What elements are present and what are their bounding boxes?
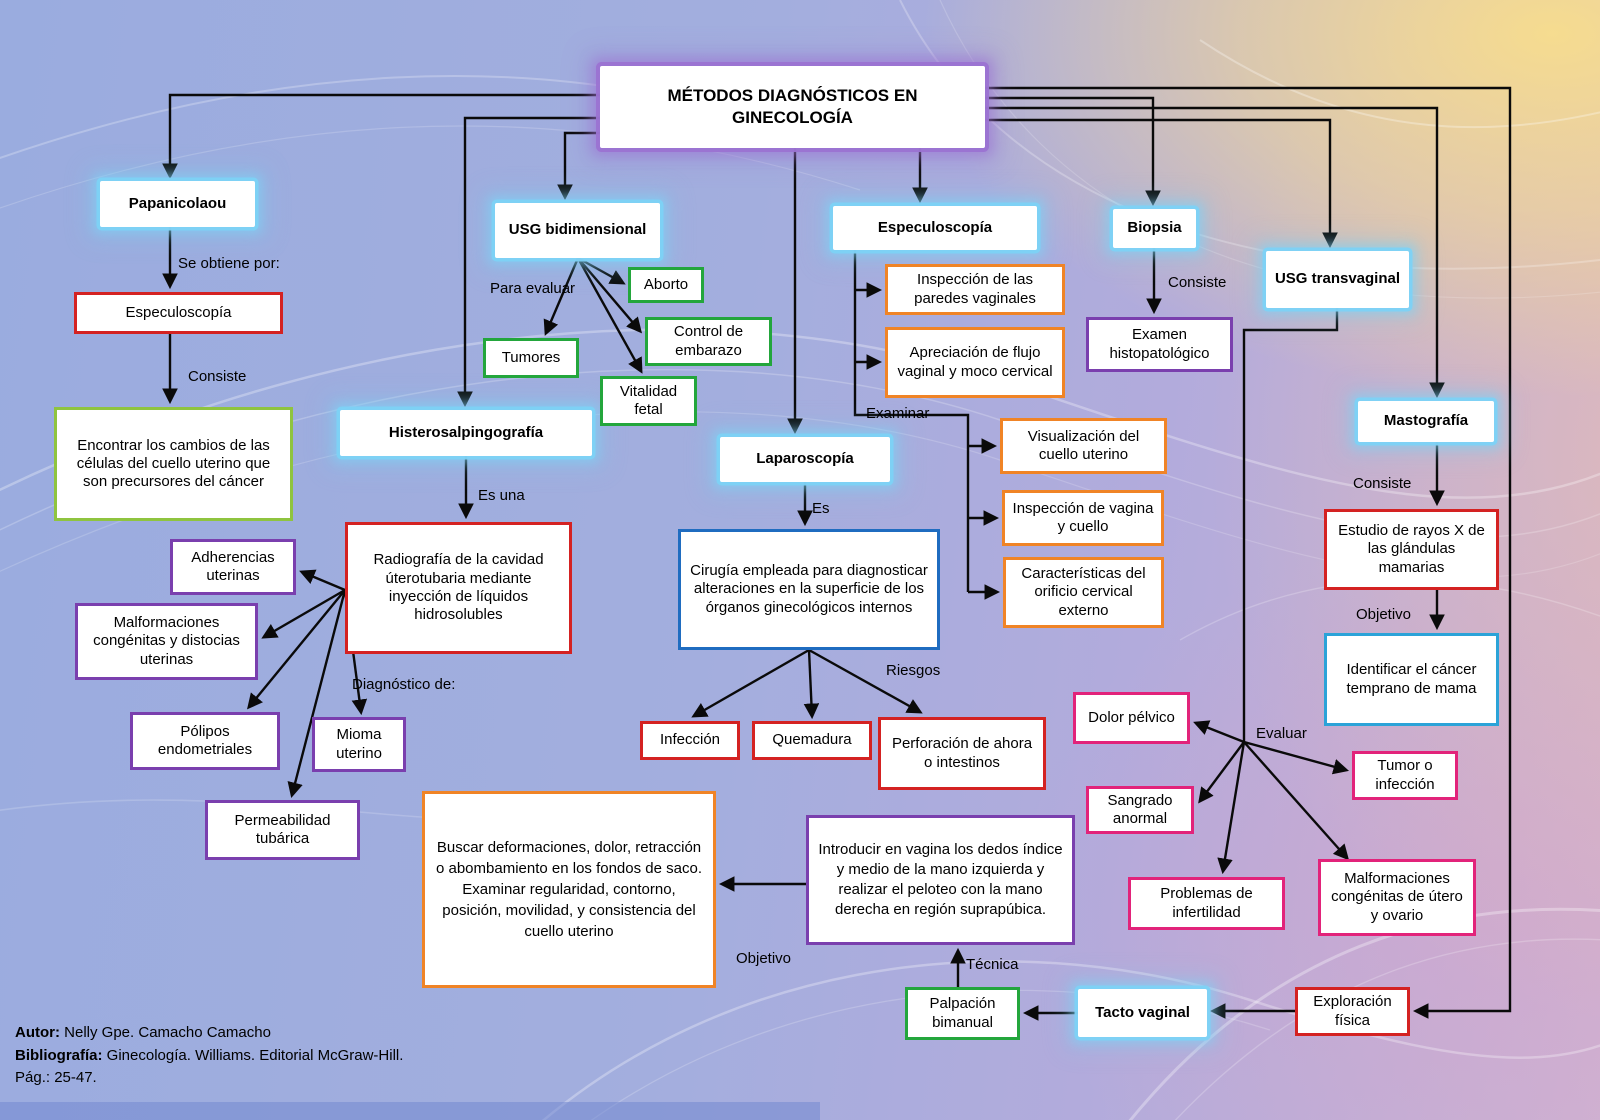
footer-bibliography-value: Ginecología. Williams. Editorial McGraw-Hill. (102, 1046, 404, 1064)
node-biopsia: Biopsia (1113, 209, 1196, 248)
node-aborto: Aborto (628, 267, 704, 303)
node-infeccion: Infección (640, 721, 740, 760)
node-encontrar-cambios: Encontrar los cambios de las células del cuello uterino que son precursores del cáncer (54, 407, 293, 521)
edge-label-es-una: Es una (478, 487, 525, 504)
arrow-to-problemas-infertilidad (1223, 742, 1244, 871)
node-malformaciones-utero-ovario: Malformaciones congénitas de útero y ovario (1318, 859, 1476, 936)
node-permeabilidad-tubarica: Permeabilidad tubárica (205, 800, 360, 860)
edge-label-se-obtiene-por: Se obtiene por: (178, 255, 280, 272)
node-sangrado-anormal: Sangrado anormal (1086, 786, 1194, 834)
node-mastografia: Mastografía (1358, 401, 1494, 442)
arrow-title-to-papanicolaou (170, 95, 600, 176)
edge-label-es: Es (812, 500, 830, 517)
footer-author-value: Nelly Gpe. Camacho Camacho (60, 1024, 271, 1041)
arrow-cirugia-to-perforacion (809, 650, 920, 712)
arrow-to-tumor-infeccion (1244, 742, 1346, 770)
arrow-to-malformaciones-utero (1244, 742, 1347, 858)
node-especuloscopia-main: Especuloscopía (833, 206, 1037, 250)
edge-label-evaluar: Evaluar (1256, 725, 1307, 742)
node-polipos-endometriales: Pólipos endometriales (130, 712, 280, 770)
edge-label-objetivo-tacto: Objetivo (736, 950, 792, 967)
edge-label-consiste-biopsia: Consiste (1168, 274, 1227, 291)
node-problemas-infertilidad: Problemas de infertilidad (1128, 877, 1285, 930)
edge-label-diagnostico-de: Diagnóstico de: (352, 676, 456, 693)
node-cirugia-empleada: Cirugía empleada para diagnosticar alteraciones en la superficie de los órganos ginecológicos internos (678, 529, 940, 650)
node-introducir-vagina: Introducir en vagina los dedos índice y medio de la mano izquierda y realizar el peloteo con la mano derecha en región suprapúbica. (806, 815, 1075, 945)
node-examen-histopatologico: Examen histopatológico (1086, 317, 1233, 372)
node-control-embarazo: Control de embarazo (645, 317, 772, 366)
node-tumores: Tumores (483, 338, 579, 378)
node-apreciacion-flujo: Apreciación de flujo vaginal y moco cervical (885, 327, 1065, 398)
node-laparoscopia: Laparoscopía (720, 437, 890, 482)
node-exploracion-fisica: Exploración física (1295, 987, 1410, 1036)
node-papanicolaou: Papanicolaou (100, 181, 255, 227)
node-buscar-deformaciones: Buscar deformaciones, dolor, retracción o abombamiento en los fondos de saco. Examinar regularidad, contorno, posición, movilidad, y consistencia del cuello uterino (422, 791, 716, 988)
arrow-cirugia-to-infeccion (694, 650, 809, 716)
node-adherencias-uterinas: Adherencias uterinas (170, 539, 296, 595)
footer-bibliography-label: Bibliografía: (15, 1046, 103, 1064)
node-caracteristicas-orificio: Características del orificio cervical externo (1003, 557, 1164, 628)
node-histerosalpingografia: Histerosalpingografía (340, 410, 592, 456)
edge-label-tecnica: Técnica (966, 956, 1019, 973)
edge-label-consiste-mastografia: Consiste (1353, 475, 1412, 492)
edge-label-para-evaluar: Para evaluar (490, 280, 576, 297)
node-tacto-vaginal: Tacto vaginal (1078, 989, 1207, 1037)
node-palpacion-bimanual: Palpación bimanual (905, 987, 1020, 1040)
arrow-cirugia-to-quemadura (809, 650, 812, 716)
footer-page-value: Pág.: 25-47. (15, 1069, 97, 1086)
edge-label-objetivo-mastografia: Objetivo (1356, 606, 1412, 623)
node-estudio-rayos-x: Estudio de rayos X de las glándulas mamarias (1324, 509, 1499, 590)
diagram-title: MÉTODOS DIAGNÓSTICOS EN GINECOLOGÍA (600, 66, 985, 148)
node-radiografia-cavidad: Radiografía de la cavidad úterotubaria mediante inyección de líquidos hidrosolubles (345, 522, 572, 654)
footer-author-label: Autor: (15, 1024, 60, 1041)
node-especuloscopia-pap: Especuloscopía (74, 292, 283, 334)
edge-label-examinar: Examinar (866, 405, 930, 422)
arrow-title-to-usg-bidimensional (565, 133, 600, 197)
footer-credits (15, 1022, 403, 1090)
arrow-radiografia-to-malformaciones (264, 590, 345, 637)
footer-author (15, 1022, 403, 1045)
arrow-to-dolor-pelvico (1196, 723, 1244, 742)
edge-label-riesgos: Riesgos (886, 662, 941, 679)
node-perforacion: Perforación de ahora o intestinos (878, 717, 1046, 790)
node-dolor-pelvico: Dolor pélvico (1073, 692, 1190, 744)
node-vitalidad-fetal: Vitalidad fetal (600, 376, 697, 426)
node-tumor-o-infeccion: Tumor o infección (1352, 751, 1458, 800)
node-inspeccion-vagina-cuello: Inspección de vagina y cuello (1002, 490, 1164, 546)
edge-label-consiste-papanicolaou: Consiste (188, 368, 247, 385)
node-usg-transvaginal: USG transvaginal (1266, 251, 1409, 308)
node-malformaciones-distocias: Malformaciones congénitas y distocias uterinas (75, 603, 258, 680)
node-identificar-cancer: Identificar el cáncer temprano de mama (1324, 633, 1499, 726)
footer-page (15, 1067, 403, 1090)
node-visualizacion-cuello: Visualización del cuello uterino (1000, 418, 1167, 474)
node-quemadura: Quemadura (752, 721, 872, 760)
arrow-to-sangrado-anormal (1200, 742, 1244, 801)
node-mioma-uterino: Mioma uterino (312, 717, 406, 772)
node-inspeccion-paredes: Inspección de las paredes vaginales (885, 264, 1065, 315)
arrow-radiografia-to-adherencias (302, 572, 345, 590)
footer-bibliography (15, 1045, 403, 1068)
node-usg-bidimensional: USG bidimensional (495, 203, 660, 258)
laparoscopia-riesgos-fan (694, 650, 920, 716)
arrow-title-to-biopsia (985, 98, 1153, 203)
